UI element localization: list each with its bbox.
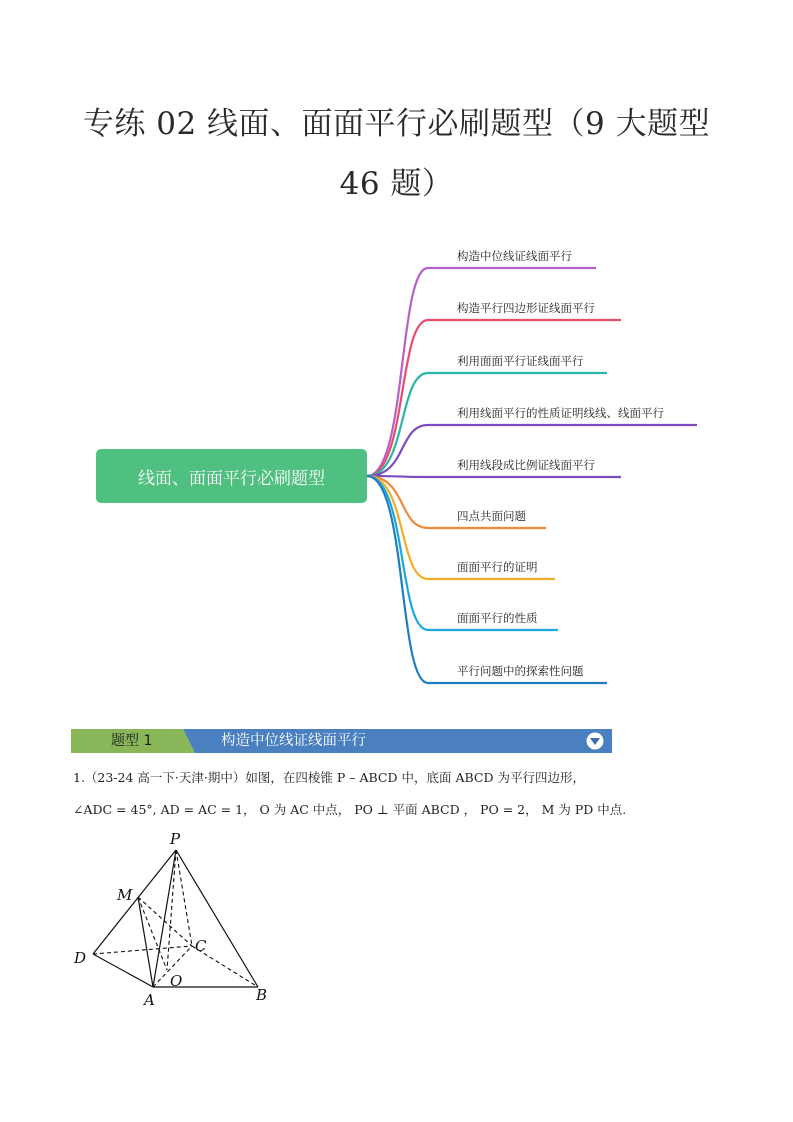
- label-C: C: [195, 937, 207, 955]
- mindmap-branch-label: 四点共面问题: [457, 509, 526, 523]
- mindmap-branch-label: 构造平行四边形证线面平行: [457, 301, 595, 315]
- mindmap-branch-label: 构造中位线证线面平行: [457, 249, 572, 263]
- edge-DA: [93, 954, 153, 987]
- edge-PB: [176, 850, 258, 987]
- mindmap-branch-label: 平行问题中的探索性问题: [457, 664, 584, 678]
- edge-PD: [93, 850, 176, 954]
- branch-line: [367, 476, 558, 630]
- edge-PO: [167, 850, 176, 970]
- chevron-down-icon[interactable]: [586, 732, 604, 750]
- edge-MA: [138, 897, 153, 987]
- edge-MC: [138, 897, 192, 946]
- label-P: P: [170, 830, 181, 848]
- mindmap-branch-label: 利用线面平行的性质证明线线、线面平行: [457, 406, 664, 420]
- problem-line-2: ∠ADC = 45°, AD = AC = 1， O 为 AC 中点， PO ⊥ 平面 ABCD ， PO = 2， M 为 PD 中点.: [73, 802, 627, 817]
- mindmap-branch-label: 利用面面平行证线面平行: [457, 354, 584, 368]
- edge-DC: [93, 946, 192, 954]
- mindmap-root-node: 线面、面面平行必刷题型: [96, 449, 367, 503]
- label-A: A: [144, 991, 155, 1009]
- label-D: D: [74, 949, 87, 967]
- label-B: B: [256, 986, 268, 1004]
- mindmap-branch-label: 利用线段成比例证线面平行: [457, 458, 595, 472]
- problem-line-1: 1.（23-24 高一下·天津·期中）如图，在四棱锥 P – ABCD 中，底面 ABCD 为平行四边形，: [73, 770, 585, 785]
- pyramid-figure: [70, 828, 280, 1013]
- problem-statement: [73, 762, 723, 826]
- section-header: [71, 729, 612, 753]
- mindmap-branch-label: 面面平行的性质: [457, 611, 538, 625]
- page-title: 专练 02 线面、面面平行必刷题型（9 大题型 46 题）: [82, 106, 711, 202]
- mindmap-branch-label: 面面平行的证明: [457, 560, 538, 574]
- label-O: O: [170, 972, 183, 990]
- section-tag: 题型 1: [111, 733, 153, 749]
- section-title: 构造中位线证线面平行: [221, 733, 366, 749]
- branch-line: [367, 476, 621, 477]
- edge-MO: [138, 897, 167, 970]
- label-M: M: [117, 886, 133, 904]
